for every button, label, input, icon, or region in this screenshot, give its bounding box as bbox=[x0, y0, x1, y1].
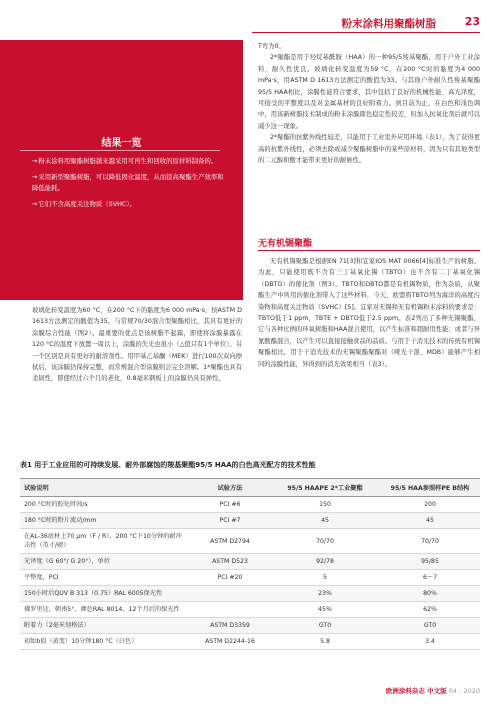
table-cell: 150 bbox=[270, 497, 380, 513]
table-cell: 70/70 bbox=[270, 529, 380, 554]
magazine-name: 欧洲涂料杂志 中文版 bbox=[385, 687, 447, 695]
arrow-icon: → bbox=[32, 199, 38, 208]
table-caption: 表1 用于工业应用的可持续发展、耐外部腐蚀的羧基聚酯95/5 HAA的白色高光配方的技术性能 bbox=[20, 461, 316, 469]
header-divider bbox=[252, 32, 480, 33]
issue-number: 04 - 2020 bbox=[448, 687, 480, 695]
summary-list bbox=[32, 156, 228, 214]
paragraph: 2*聚酯的抗紫外线性较差，只能用于工业室外应用环境（表1），为了获得更高的抗紫外线性，必须去除或减少聚酯树脂中的某些原材料，因为只有其他类型的二元醇和酸才能带来更好的耐候性。 bbox=[258, 134, 480, 165]
section-heading: 无有机锡聚酯 bbox=[258, 239, 313, 249]
table-row bbox=[20, 513, 480, 529]
table-row bbox=[20, 570, 480, 586]
table-cell: 45 bbox=[270, 513, 380, 529]
table-cell: 80% bbox=[380, 586, 480, 602]
table-cell: 5 bbox=[270, 570, 380, 586]
table-cell: 初始b值（黄变）10分钟180 °C（白色） bbox=[20, 634, 190, 650]
table-cell: 70/70 bbox=[380, 529, 480, 554]
table-row bbox=[20, 602, 480, 618]
summary-title: 结果一览 bbox=[101, 138, 142, 149]
table-cell: 附着力（2毫米划格法） bbox=[20, 618, 190, 634]
column-header: 95/5 HAA参照样PE B结构 bbox=[380, 479, 480, 497]
arrow-icon: → bbox=[32, 157, 38, 165]
table-cell: 3.4 bbox=[380, 634, 480, 650]
summary-item: →采用新型聚酯树脂，可以降低固化温度，从而提高聚酯生产效率和降低能耗。 bbox=[32, 172, 224, 192]
table-row bbox=[20, 618, 480, 634]
table-cell: 光泽度（G 60°/ G 20°），单位 bbox=[20, 554, 190, 570]
table-cell: 200 bbox=[380, 497, 480, 513]
table-cell: 6～7 bbox=[380, 570, 480, 586]
arrow-icon: → bbox=[32, 172, 38, 181]
summary-box bbox=[0, 40, 243, 300]
table-cell: 150小时后QUV B 313（0.75）RAL 6005保光性 bbox=[20, 586, 190, 602]
right-column bbox=[258, 41, 480, 166]
column-header: 试验方法 bbox=[190, 479, 270, 497]
paragraph: 2*聚酯是用于羟烷基酰胺（HAA）的一种95/5羧基聚酯，用于户外工业涂料，耐久性优良。玻璃化转变温度为59 °C，在200 °C时的黏度为4 000 mPa·s，用ASTM D 1613方法测定的酸值为33。与其他户外耐久性羧基聚酯95/5 HAA相比，涂膜性能符合要求，其中包括了良好的机械性能、高光泽度，可接受的平整度以及对金属基材的良好附着力。到目前为止，在白色和浅色调中，用该新树脂技术制成的粉末涂膜颜色稳定性较差，但加入抗氧化剂后就可以减少这一现象。 bbox=[258, 54, 480, 130]
table-cell: PCI #7 bbox=[190, 513, 270, 529]
paragraph: T弯为0。 bbox=[258, 43, 285, 50]
table-cell: ASTM D2244-16 bbox=[190, 634, 270, 650]
table-cell: ASTM D523 bbox=[190, 554, 270, 570]
table-row bbox=[20, 634, 480, 650]
table-cell: 45% bbox=[270, 602, 380, 618]
summary-item: →它们不含高度关注物质（SVHC）。 bbox=[32, 199, 136, 208]
table-cell: GT0 bbox=[270, 618, 380, 634]
column-header: 95/5 HAAPE 2*工业聚酯 bbox=[270, 479, 380, 497]
section-divider bbox=[258, 250, 480, 251]
column-header: 试验说明 bbox=[20, 479, 190, 497]
table-cell: 180 °C时的粉片流动/mm bbox=[20, 513, 190, 529]
table-cell: GT0 bbox=[380, 618, 480, 634]
table-row bbox=[20, 554, 480, 570]
table-cell: 92/78 bbox=[270, 554, 380, 570]
table-cell: 佛罗里达、朝南5°、颜色RAL 8014、12个月后的保光性 bbox=[20, 602, 190, 618]
table-header-row bbox=[20, 479, 480, 497]
table-row bbox=[20, 586, 480, 602]
table-cell: PCI #6 bbox=[190, 497, 270, 513]
table-cell: ASTM D2794 bbox=[190, 529, 270, 554]
table-cell bbox=[190, 586, 270, 602]
summary-divider bbox=[20, 150, 220, 151]
table-cell: ASTM D3359 bbox=[190, 618, 270, 634]
table-cell: 95/85 bbox=[380, 554, 480, 570]
table-cell: 在AL-36底材上70 μm（F / R），200 °C下10分钟的耐冲击性（英寸/磅） bbox=[20, 529, 190, 554]
table-cell: 5.8 bbox=[270, 634, 380, 650]
table-cell: 200 °C时的胶化时间/s bbox=[20, 497, 190, 513]
summary-item: →粉末涂料用聚酯树脂越来越采用可再生和回收的原材料制备的。 bbox=[32, 157, 218, 165]
page-number: 23 bbox=[464, 15, 480, 28]
table-cell bbox=[190, 602, 270, 618]
properties-table bbox=[20, 478, 480, 650]
table-row bbox=[20, 529, 480, 554]
section-body: 无有机锡聚酯是根据EN 71[3]和宜家IOS MAT 0066[4]标准生产的树脂。为此，只能使用既不含有三丁基氧化锡（TBTO）也不含有二丁基氧化锡（DBTO）的催化剂（图3）。TBTO和DBTO都是有机锡物质，作为杂质，从聚酯生产中所用的催化剂带入了这些材料，今天，欧盟将TBTO列为海洋的高度污染物和高度关注物质（SVHC）[5]。宜家对无锡和无有机锡粉末涂料的要求是：TBTO低于1 ppm，TBTE + DBTO低于2.5 ppm。表2列出了多种无锡聚酯，它与各种比例的环氧树脂和HAA混合使用，以产生标准和超耐用性能；或者与异氰酸酯混合，以产生可以直接接触食品的品质。与用于干消光技术的传统有机锡聚酯相比，用于干消光技术的无锡聚酯聚酯对（哑光干混、MDB）能够产生相同的涂膜性能，异得到的消光效果相当（表3）。 bbox=[258, 258, 480, 368]
table-cell: PCI #20 bbox=[190, 570, 270, 586]
table-cell: 23% bbox=[270, 586, 380, 602]
page-footer bbox=[386, 686, 480, 695]
table-cell: 62% bbox=[380, 602, 480, 618]
table-cell: 45 bbox=[380, 513, 480, 529]
left-column-text: 玻璃化转变温度为60 °C，在200 °C下的黏度为6 000 mPa·s，按ASTM D 1613方法测定的酸值为35。与常规70/30混合型聚酯相比，其具有更好的涂膜综合性能（图2）。最重要的优点是该树脂不起霜，即使将涂膜暴露在120 °C的温度下放置一周以上，涂膜的失光也很小（△值只有1个单位）。另一个区别是具有更好的耐溶剂性。用甲基乙基酮（MEK）进行100次双向擦拭后，该涂膜仍保持完整，而常规混合型涂膜则会完全溶解。1*聚酯也具有柔韧性，即使经过六个月的老化，0.8毫米钢板上的涂膜仍具有弹性， bbox=[32, 307, 242, 383]
table-row bbox=[20, 497, 480, 513]
running-header-title: 粉末涂料用聚酯树脂 bbox=[341, 18, 436, 30]
table-cell: 平整度，PCI bbox=[20, 570, 190, 586]
